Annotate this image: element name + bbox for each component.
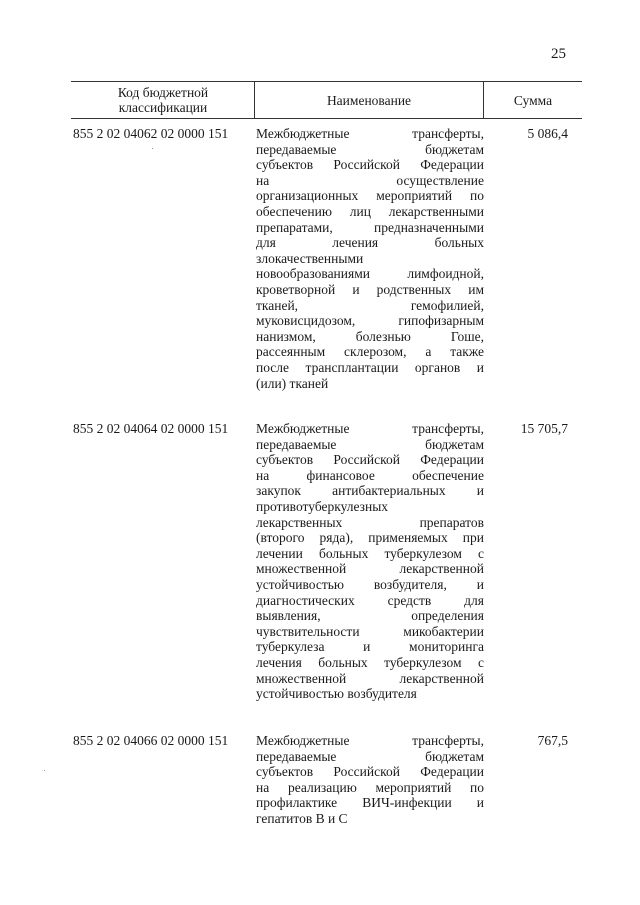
header-code xyxy=(72,85,254,115)
row-description xyxy=(256,733,484,827)
row-code: 855 2 02 04066 02 0000 151 xyxy=(73,733,229,748)
description-line: диагностических средств для xyxy=(256,592,484,608)
description-line: нанизмом, болезнью Гоше, xyxy=(256,328,484,344)
scan-speck xyxy=(152,148,153,149)
description-line: множественной лекарственной xyxy=(256,670,484,686)
scan-speck xyxy=(44,770,45,771)
page-number: 25 xyxy=(551,46,566,62)
description-line: передаваемые бюджетам xyxy=(256,436,484,452)
description-line: организационных мероприятий по xyxy=(256,188,484,204)
row-code: 855 2 02 04062 02 0000 151 xyxy=(73,126,229,141)
description-line: Межбюджетные трансферты, xyxy=(256,733,484,748)
description-line: лекарственных препаратов xyxy=(256,514,484,530)
description-line: новообразованиями лимфоидной, xyxy=(256,266,484,282)
description-line: (второго ряда), применяемых при xyxy=(256,530,484,546)
description-line: рассеянным склерозом, а также xyxy=(256,344,484,360)
description-line: (или) тканей xyxy=(256,375,329,391)
description-line: передаваемые бюджетам xyxy=(256,141,484,157)
description-line: чувствительности микобактерии xyxy=(256,623,484,639)
description-line: лечения больных туберкулезом с xyxy=(256,654,484,670)
row-description xyxy=(256,421,484,702)
description-line: препаратами, предназначенными xyxy=(256,219,484,235)
description-line: субъектов Российской Федерации xyxy=(256,452,484,468)
header-amount: Сумма xyxy=(513,93,553,108)
description-line: кроветворной и родственных им xyxy=(256,281,484,297)
description-line: Межбюджетные трансферты, xyxy=(256,126,484,141)
description-line: устойчивостью возбудителя xyxy=(256,686,417,702)
description-line: муковисцидозом, гипофизарным xyxy=(256,313,484,329)
description-line: субъектов Российской Федерации xyxy=(256,764,484,780)
header-top-rule xyxy=(71,81,582,82)
description-line: туберкулеза и мониторинга xyxy=(256,639,484,655)
description-line: профилактике ВИЧ-инфекции и xyxy=(256,795,484,811)
description-line: устойчивостью возбудителя, и xyxy=(256,576,484,592)
description-line: для лечения больных xyxy=(256,235,484,251)
header-code-line2: классификации xyxy=(118,100,208,115)
row-amount: 5 086,4 xyxy=(527,126,568,141)
description-line: обеспечению лиц лекарственными xyxy=(256,203,484,219)
description-line: противотуберкулезных xyxy=(256,498,389,514)
description-line: злокачественными xyxy=(256,250,364,266)
description-line: субъектов Российской Федерации xyxy=(256,157,484,173)
header-bottom-rule xyxy=(71,118,582,119)
description-line: гепатитов В и С xyxy=(256,810,348,826)
description-line: после трансплантации органов и xyxy=(256,359,484,375)
description-line: Межбюджетные трансферты, xyxy=(256,421,484,436)
header-code-line1: Код бюджетной xyxy=(117,85,209,100)
description-line: множественной лекарственной xyxy=(256,561,484,577)
description-line: на реализацию мероприятий по xyxy=(256,779,484,795)
description-line: на осуществление xyxy=(256,172,484,188)
row-code: 855 2 02 04064 02 0000 151 xyxy=(73,421,229,436)
description-line: закупок антибактериальных и xyxy=(256,483,484,499)
description-line: передаваемые бюджетам xyxy=(256,748,484,764)
description-line: тканей, гемофилией, xyxy=(256,297,484,313)
row-amount: 767,5 xyxy=(537,733,568,748)
row-description xyxy=(256,126,484,391)
header-name: Наименование xyxy=(326,93,412,108)
description-line: лечении больных туберкулезом с xyxy=(256,545,484,561)
description-line: на финансовое обеспечение xyxy=(256,467,484,483)
description-line: выявления, определения xyxy=(256,608,484,624)
row-amount: 15 705,7 xyxy=(520,421,568,436)
